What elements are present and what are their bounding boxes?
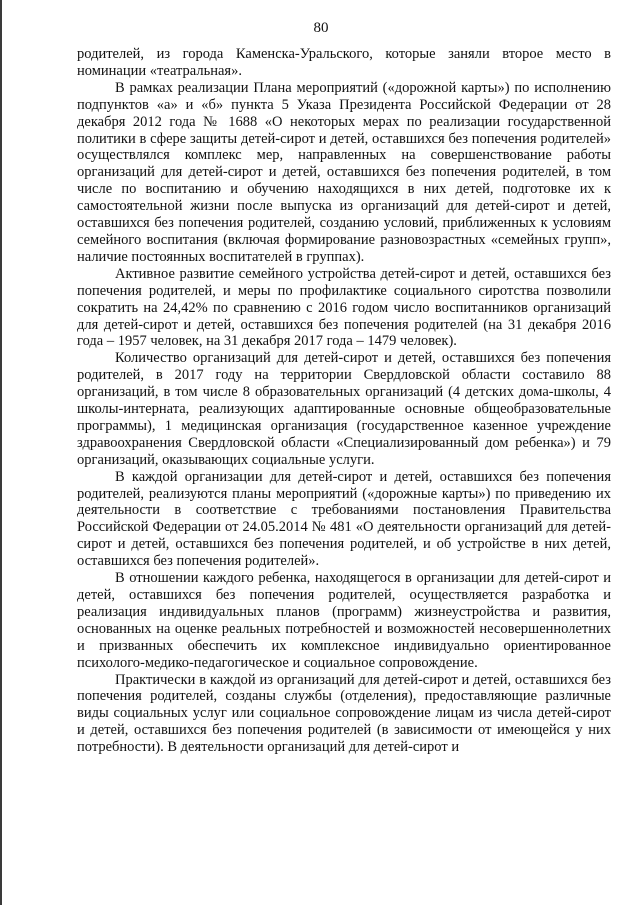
- paragraph-7: Практически в каждой из организаций для детей-сирот и детей, оставшихся без попечения родителей, созданы службы (отделения), предоставляющие различные виды социальных услуг или социальное сопровождение лицам из числа детей-сирот и детей, оставшихся без попечения родителей (в зависимости от имеющейся у них потребности). В деятельности организаций для детей-сирот и: [77, 671, 611, 756]
- page-number: 80: [313, 20, 329, 36]
- paragraph-2: В рамках реализации Плана мероприятий («дорожной карты») по исполнению подпунктов «а» и «б» пункта 5 Указа Президента Российской Федерации от 28 декабря 2012 года № 1688 «О некоторых мерах по реализации государственной политики в сфере защиты детей-сирот и детей, оставшихся без попечения родителей» осуществлялся комплекс мер, направленных на совершенствование работы организаций для детей-сирот и детей, оставшихся без попечения родителей, в том числе по воспитанию и обучению находящихся в них детей, подготовке их к самостоятельной жизни после выпуска из организаций для детей-сирот и детей, оставшихся без попечения родителей, созданию условий, приближенных к условиям семейного воспитания (включая формирование разновозрастных «семейных групп», наличие постоянных воспитателей в группах).: [77, 79, 611, 265]
- document-body: [77, 46, 611, 756]
- paragraph-1: родителей, из города Каменска-Уральского, которые заняли второе место в номинации «театральная».: [77, 46, 611, 79]
- paragraph-5: В каждой организации для детей-сирот и детей, оставшихся без попечения родителей, реализуются планы мероприятий («дорожные карты») по приведению их деятельности в соответствие с требованиями постановления Правительства Российской Федерации от 24.05.2014 № 481 «О деятельности организаций для детей-сирот и детей, оставшихся без попечения родителей, и об устройстве в них детей, оставшихся без попечения родителей».: [77, 468, 611, 570]
- paragraph-6: В отношении каждого ребенка, находящегося в организации для детей-сирот и детей, оставшихся без попечения родителей, осуществляется разработка и реализация индивидуальных планов (программ) жизнеустройства и развития, основанных на оценке реальных потребностей и возможностей несовершеннолетних и призванных обеспечить их комплексное индивидуально ориентированное психолого-медико-педагогическое и социальное сопровождение.: [77, 570, 611, 671]
- paragraph-3: Активное развитие семейного устройства детей-сирот и детей, оставшихся без попечения родителей, и меры по профилактике социального сиротства позволили сократить на 24,42% по сравнению с 2016 годом число воспитанников организаций для детей-сирот и детей, оставшихся без попечения родителей (на 31 декабря 2016 года – 1957 человек, на 31 декабря 2017 года – 1479 человек).: [77, 265, 611, 350]
- paragraph-4: Количество организаций для детей-сирот и детей, оставшихся без попечения родителей, в 2017 году на территории Свердловской области составило 88 организаций, в том числе 8 образовательных организаций (4 детских дома-школы, 4 школы-интерната, реализующих адаптированные основные общеобразовательные программы), 1 медицинская организация (государственное казенное учреждение здравоохранения Свердловской области «Специализированный дом ребенка») и 79 организаций, оказывающих социальные услуги.: [77, 350, 611, 468]
